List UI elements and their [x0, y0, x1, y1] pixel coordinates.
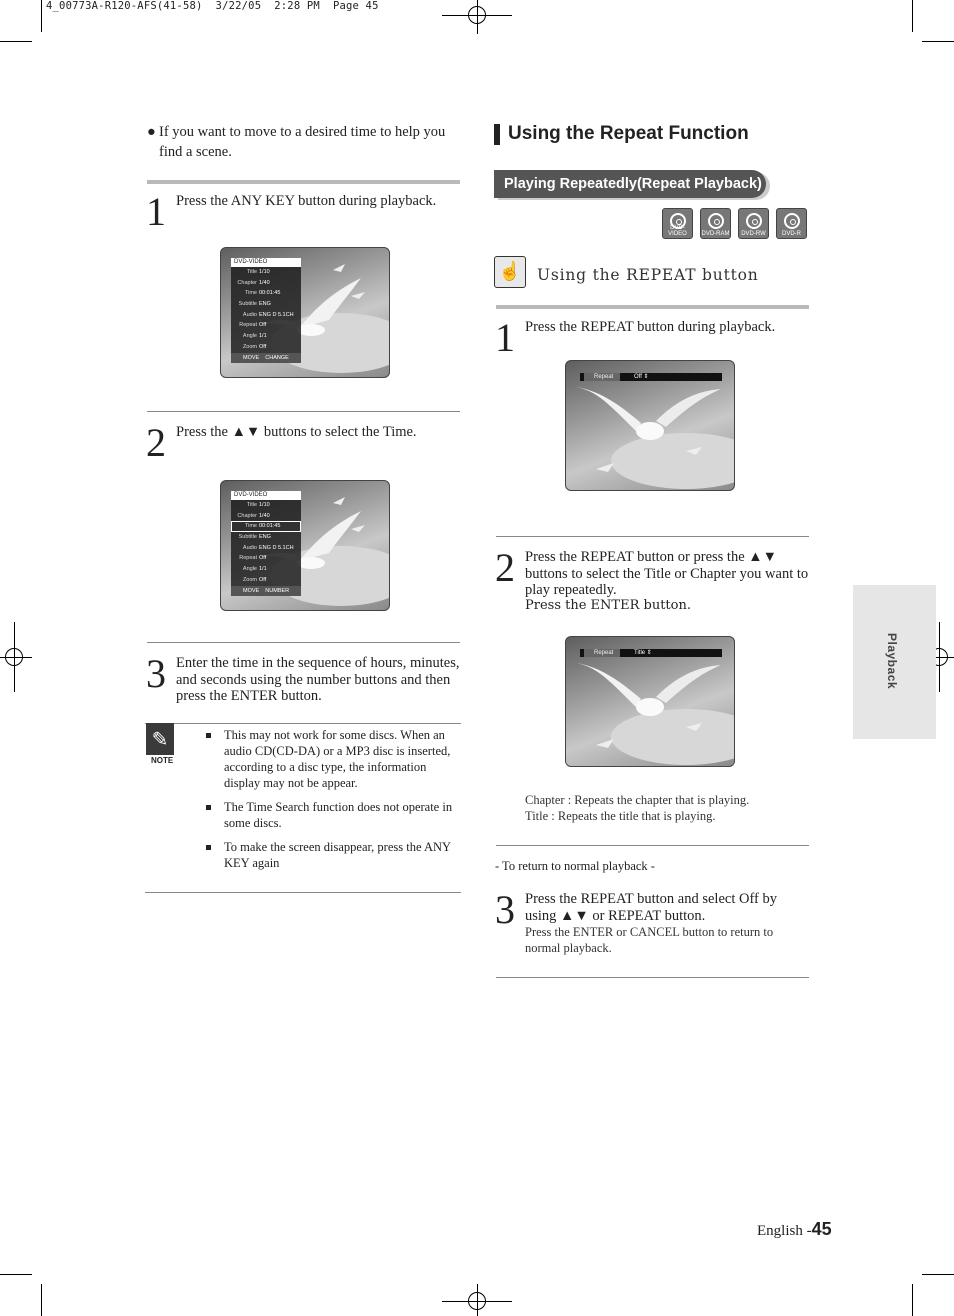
section-rule — [147, 180, 460, 184]
note-item-text: This may not work for some discs. When an audio CD(CD-DA) or a MP3 disc is inserted, according to a disc type, the information display may not be appear. — [224, 728, 451, 790]
definition-chapter: Chapter : Repeats the chapter that is playing. — [525, 793, 750, 807]
screen-repeat-title — [565, 636, 735, 767]
row-label: Angle — [242, 566, 257, 573]
disc-dvd-video-icon — [662, 208, 693, 239]
row-value: ENG — [259, 301, 271, 308]
info-panel — [231, 491, 301, 596]
crop-mark — [41, 1284, 42, 1316]
footer-language: English - — [757, 1223, 812, 1239]
row-value: ENG — [259, 534, 271, 541]
info-row[interactable] — [231, 331, 301, 342]
row-value: Off — [259, 343, 267, 350]
note-label: NOTE — [151, 756, 174, 765]
info-panel — [231, 258, 301, 363]
info-row[interactable] — [231, 500, 301, 511]
note-pencil-icon: ✎ — [146, 723, 174, 755]
step-number: 2 — [495, 545, 515, 590]
info-row[interactable] — [231, 543, 301, 554]
step-text: Press the REPEAT button during playback. — [525, 319, 776, 335]
square-bullet-icon — [206, 845, 211, 850]
row-value: 1/40 — [259, 279, 270, 286]
row-value: 00:01:45 — [259, 523, 281, 530]
row-label: Audio — [242, 544, 257, 551]
info-row[interactable] — [231, 288, 301, 299]
square-bullet-icon — [206, 805, 211, 810]
registration-mark — [939, 622, 940, 692]
info-row[interactable] — [231, 299, 301, 310]
step-number: 3 — [146, 651, 166, 696]
info-row-selected[interactable] — [231, 521, 301, 532]
info-row[interactable] — [231, 342, 301, 353]
crop-mark — [912, 1284, 913, 1316]
info-row[interactable] — [231, 278, 301, 289]
step-divider — [496, 536, 809, 537]
page-footer — [757, 1219, 832, 1240]
step-text: Press the REPEAT button and select Off by using ▲▼ or REPEAT button. — [525, 891, 777, 924]
note-top-rule — [145, 723, 461, 724]
intro-text: If you want to move to a desired time to help you find a scene. — [159, 124, 446, 160]
info-panel-foot: MOVE NUMBER — [231, 586, 301, 596]
row-label: Zoom — [242, 343, 257, 350]
step-text: Press the REPEAT button or press the ▲▼ buttons to select the Title or Chapter you want to play repeatedly. — [525, 549, 809, 598]
row-value: 00:01:45 — [259, 290, 281, 297]
row-label: Subtitle — [238, 301, 257, 308]
step-divider — [147, 642, 460, 643]
info-row[interactable] — [231, 564, 301, 575]
screen-repeat-off — [565, 360, 735, 491]
row-label: Time — [244, 523, 257, 530]
note-item-text: The Time Search function does not operate in some discs. — [224, 800, 453, 830]
row-label: Repeat — [239, 322, 257, 329]
repeat-label: Repeat — [584, 373, 620, 381]
info-panel-foot: MOVE CHANGE — [231, 353, 301, 363]
step-text: Press the ▲▼ buttons to select the Time. — [176, 424, 417, 440]
info-row[interactable] — [231, 553, 301, 564]
repeat-definitions — [525, 792, 749, 824]
step-number: 1 — [495, 315, 515, 360]
intro-bullet — [147, 122, 457, 162]
disc-tag: DVD-VIDEO — [668, 225, 687, 237]
registration-mark — [0, 657, 32, 658]
pill-heading: Playing Repeatedly(Repeat Playback) — [494, 170, 766, 198]
row-value: Off — [259, 555, 267, 562]
disc-dvd-r-icon — [776, 208, 807, 239]
note-item-text: To make the screen disappear, press the ANY KEY again — [224, 840, 451, 870]
print-slug: 4_00773A-R120-AFS(41-58) 3/22/05 2:28 PM Page 45 — [46, 0, 379, 12]
side-tab-label: Playback — [885, 633, 899, 690]
row-value: ENG D 5.1CH — [259, 311, 294, 318]
repeat-value: Off ⇕ — [634, 374, 649, 380]
registration-mark — [14, 622, 15, 692]
disc-dvd-rw-icon — [738, 208, 769, 239]
step-number: 3 — [495, 887, 515, 932]
screen-info-display — [220, 480, 390, 611]
section-end-rule — [496, 977, 809, 978]
crop-mark — [912, 0, 913, 32]
row-value: 1/10 — [259, 269, 270, 275]
row-value: Off — [259, 576, 267, 583]
step-divider — [147, 411, 460, 412]
row-value: 1/40 — [259, 512, 270, 519]
info-row[interactable] — [231, 532, 301, 543]
note-list — [206, 727, 456, 879]
info-panel-head: DVD-VIDEO — [231, 491, 301, 500]
registration-mark — [477, 0, 478, 34]
step-text: Enter the time in the sequence of hours, minutes, and seconds using the number buttons and then press the ENTER button. — [176, 655, 460, 704]
disc-tag: DVD-RAM — [701, 231, 730, 237]
row-value: 1/10 — [259, 502, 270, 508]
registration-mark — [477, 1284, 478, 1316]
row-label: Repeat — [239, 555, 257, 562]
info-row[interactable] — [231, 575, 301, 586]
square-bullet-icon — [206, 733, 211, 738]
step-subtext: Press the ENTER or CANCEL button to return to normal playback. — [525, 925, 774, 955]
crop-mark — [0, 41, 32, 42]
step-text: Press the ENTER button. — [525, 598, 691, 613]
row-value: 1/1 — [259, 333, 267, 340]
row-label: Time — [244, 290, 257, 297]
info-row[interactable] — [231, 267, 301, 278]
row-label: Chapter — [237, 512, 257, 519]
row-label: Title — [246, 269, 257, 275]
definition-title: Title : Repeats the title that is playing. — [525, 809, 716, 823]
disc-dvd-ram-icon — [700, 208, 731, 239]
row-value: Off — [259, 322, 267, 329]
row-label: Zoom — [242, 576, 257, 583]
side-tab[interactable] — [853, 585, 936, 739]
info-row[interactable] — [231, 511, 301, 522]
row-value: ENG D 5.1CH — [259, 544, 294, 551]
screen-info-display — [220, 247, 390, 378]
section-rule — [496, 305, 809, 309]
repeat-label: Repeat — [584, 649, 620, 657]
note-item — [206, 839, 456, 871]
row-value: 1/1 — [259, 566, 267, 573]
row-label: Audio — [242, 311, 257, 318]
subheading: Using the REPEAT button — [537, 266, 759, 284]
note-item — [206, 799, 456, 831]
crop-mark — [41, 0, 42, 32]
row-label: Title — [246, 502, 257, 508]
crop-mark — [922, 41, 954, 42]
repeat-bar[interactable] — [580, 649, 722, 657]
repeat-value: Title ⇕ — [634, 650, 652, 656]
note-bottom-rule — [145, 892, 461, 893]
info-row[interactable] — [231, 310, 301, 321]
step-divider — [496, 845, 809, 846]
repeat-bar[interactable] — [580, 373, 722, 381]
step-text: Press the ANY KEY button during playback. — [176, 193, 437, 209]
page-number: 45 — [811, 1219, 832, 1239]
hand-press-icon: ☝ — [494, 256, 526, 288]
info-panel-head: DVD-VIDEO — [231, 258, 301, 267]
disc-tag: DVD-RW — [741, 231, 766, 237]
crop-mark — [0, 1274, 32, 1275]
row-label: Subtitle — [238, 534, 257, 541]
bullet-icon: ● — [147, 124, 156, 140]
step-number: 2 — [146, 420, 166, 465]
row-label: Angle — [242, 333, 257, 340]
return-note: - To return to normal playback - — [495, 859, 655, 873]
note-item — [206, 727, 456, 791]
disc-tag: DVD-R — [782, 231, 801, 237]
crop-mark — [922, 1274, 954, 1275]
row-label: Chapter — [237, 279, 257, 286]
step-number: 1 — [146, 189, 166, 234]
info-row[interactable] — [231, 320, 301, 331]
section-title: Using the Repeat Function — [494, 122, 749, 146]
